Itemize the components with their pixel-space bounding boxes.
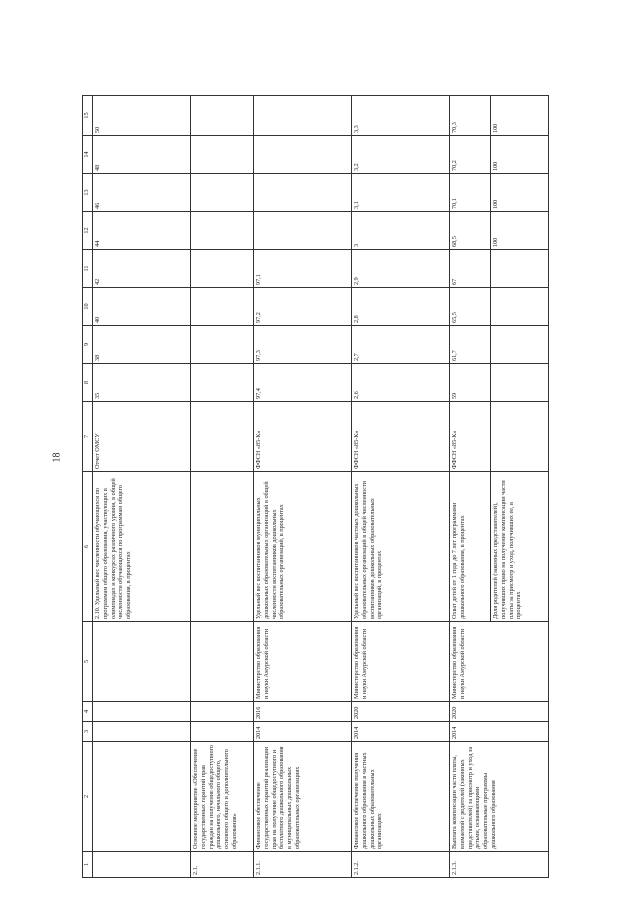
header-cell: 6 — [83, 472, 93, 622]
header-cell: 8 — [83, 364, 93, 402]
header-cell: 12 — [83, 212, 93, 250]
row-value: 65,5 — [450, 288, 491, 326]
table-row — [254, 96, 352, 878]
header-cell: 7 — [83, 402, 93, 472]
row-name — [93, 742, 191, 852]
row-executor — [93, 622, 191, 702]
row-value: 38 — [93, 326, 191, 364]
row-start: 2014 — [450, 722, 549, 742]
header-cell: 9 — [83, 326, 93, 364]
row-start: 2014 — [254, 722, 352, 742]
row-value: 2,9 — [352, 250, 450, 288]
row-executor: Министерство образования и науки Амурской области — [450, 622, 549, 702]
header-cell: 4 — [83, 702, 93, 722]
row-value: 70,2 — [450, 136, 491, 174]
row-value: 70,1 — [450, 174, 491, 212]
row-value — [191, 326, 254, 364]
row-value: 35 — [93, 364, 191, 402]
row-source: Отчет ОМСУ — [93, 402, 191, 472]
row-value — [191, 288, 254, 326]
row-value: 46 — [93, 174, 191, 212]
row-value — [254, 96, 352, 136]
row-value — [191, 174, 254, 212]
row-value: 100 — [491, 136, 549, 174]
row-executor: Министерство образования и науки Амурской области — [254, 622, 352, 702]
row-value: 3,2 — [352, 136, 450, 174]
row-indicator: Удельный вес воспитанников муниципальных дошкольных образовательных организаций в общей численности воспитанников дошкольных образовательных организаций, в процентах — [254, 472, 352, 622]
row-id: 2.1.2. — [352, 852, 450, 878]
row-value — [491, 326, 549, 364]
row-id: 2.1. — [191, 852, 254, 878]
row-value — [491, 288, 549, 326]
row-end — [191, 702, 254, 722]
header-cell: 10 — [83, 288, 93, 326]
row-value — [191, 250, 254, 288]
row-value: 100 — [491, 212, 549, 250]
row-name: Выплата компенсации части платы, взимаемой с родителей (законных представителей) за присмотр и уход за детьми, осваивающими образовательные программы дошкольного образования — [450, 742, 549, 852]
header-cell: 11 — [83, 250, 93, 288]
row-value: 68,5 — [450, 212, 491, 250]
row-value: 50 — [93, 96, 191, 136]
row-indicator: Доля родителей (законных представителей), получивших право на получение компенсации части платы за присмотр и уход, получивших ее, в процентах — [491, 472, 549, 622]
row-name: Финансовое обеспечение получения дошкольного образования в частных дошкольных образовательных организациях — [352, 742, 450, 852]
row-value — [491, 250, 549, 288]
row-value: 42 — [93, 250, 191, 288]
header-cell: 1 — [83, 852, 93, 878]
row-value — [191, 96, 254, 136]
row-value: 44 — [93, 212, 191, 250]
header-cell: 15 — [83, 96, 93, 136]
row-start — [191, 722, 254, 742]
header-cell: 3 — [83, 722, 93, 742]
header-cell: 2 — [83, 742, 93, 852]
row-value: 61,7 — [450, 326, 491, 364]
row-value: 2,6 — [352, 364, 450, 402]
row-value — [254, 212, 352, 250]
row-id: 2.1.1. — [254, 852, 352, 878]
rotated-table-wrapper — [82, 98, 622, 878]
row-value: 2,8 — [352, 288, 450, 326]
row-value: 100 — [491, 174, 549, 212]
row-value: 40 — [93, 288, 191, 326]
row-value: 97,4 — [254, 364, 352, 402]
row-start: 2014 — [352, 722, 450, 742]
row-indicator: Удельный вес воспитанников частных дошкольных образовательных организаций в общей численности воспитанников дошкольных образовательных организаций, в процентах — [352, 472, 450, 622]
row-source — [491, 402, 549, 472]
row-value — [491, 364, 549, 402]
row-source: ФФСН «85-К» — [352, 402, 450, 472]
row-source — [191, 402, 254, 472]
row-value: 70,3 — [450, 96, 491, 136]
row-name: Основное мероприятие «Обеспечение государственных гарантий прав граждан на получение общедоступного дошкольного, начального общего, основного общего и дополнительного образования» — [191, 742, 254, 852]
row-executor — [191, 622, 254, 702]
row-value: 3 — [352, 212, 450, 250]
row-executor: Министерство образования и науки Амурской области — [352, 622, 450, 702]
row-start — [93, 722, 191, 742]
row-name: Финансовое обеспечение государственных гарантий реализации прав на получение общедоступного и бесплатного дошкольного образования в муниципальных дошкольных образовательных организациях — [254, 742, 352, 852]
row-value — [191, 212, 254, 250]
row-indicator — [191, 472, 254, 622]
header-row — [83, 96, 93, 878]
row-value — [191, 136, 254, 174]
row-indicator: 2.10. Удельный вес численности обучающихся по программам общего образования, участвующих в олимпиадах и конкурсах различного уровня, в общей численности обучающихся по программам общего образования, в процентах — [93, 472, 191, 622]
header-cell: 13 — [83, 174, 93, 212]
row-end — [93, 702, 191, 722]
row-value: 100 — [491, 96, 549, 136]
row-value: 3,3 — [352, 96, 450, 136]
table-row — [352, 96, 450, 878]
row-source: ФФСН «85-К» — [450, 402, 491, 472]
row-source: ФФСН «85-К» — [254, 402, 352, 472]
row-value: 97,3 — [254, 326, 352, 364]
row-id: 2.1.3. — [450, 852, 549, 878]
row-end: 2020 — [352, 702, 450, 722]
row-value: 2,7 — [352, 326, 450, 364]
row-value — [254, 136, 352, 174]
row-value: 97,1 — [254, 250, 352, 288]
row-value: 48 — [93, 136, 191, 174]
row-id — [93, 852, 191, 878]
page-number: 18 — [51, 452, 63, 463]
table-row — [191, 96, 254, 878]
row-value: 3,1 — [352, 174, 450, 212]
row-indicator: Охват детей от 1 года до 7 лет программами дошкольного образования, в процентах — [450, 472, 491, 622]
table-row — [450, 96, 491, 878]
header-cell: 5 — [83, 622, 93, 702]
row-value: 59 — [450, 364, 491, 402]
row-end: 2016 — [254, 702, 352, 722]
row-end: 2020 — [450, 702, 549, 722]
row-value: 67 — [450, 250, 491, 288]
program-table — [82, 95, 549, 878]
row-value: 97,2 — [254, 288, 352, 326]
header-cell: 14 — [83, 136, 93, 174]
row-value — [191, 364, 254, 402]
table-row — [93, 96, 191, 878]
row-value — [254, 174, 352, 212]
